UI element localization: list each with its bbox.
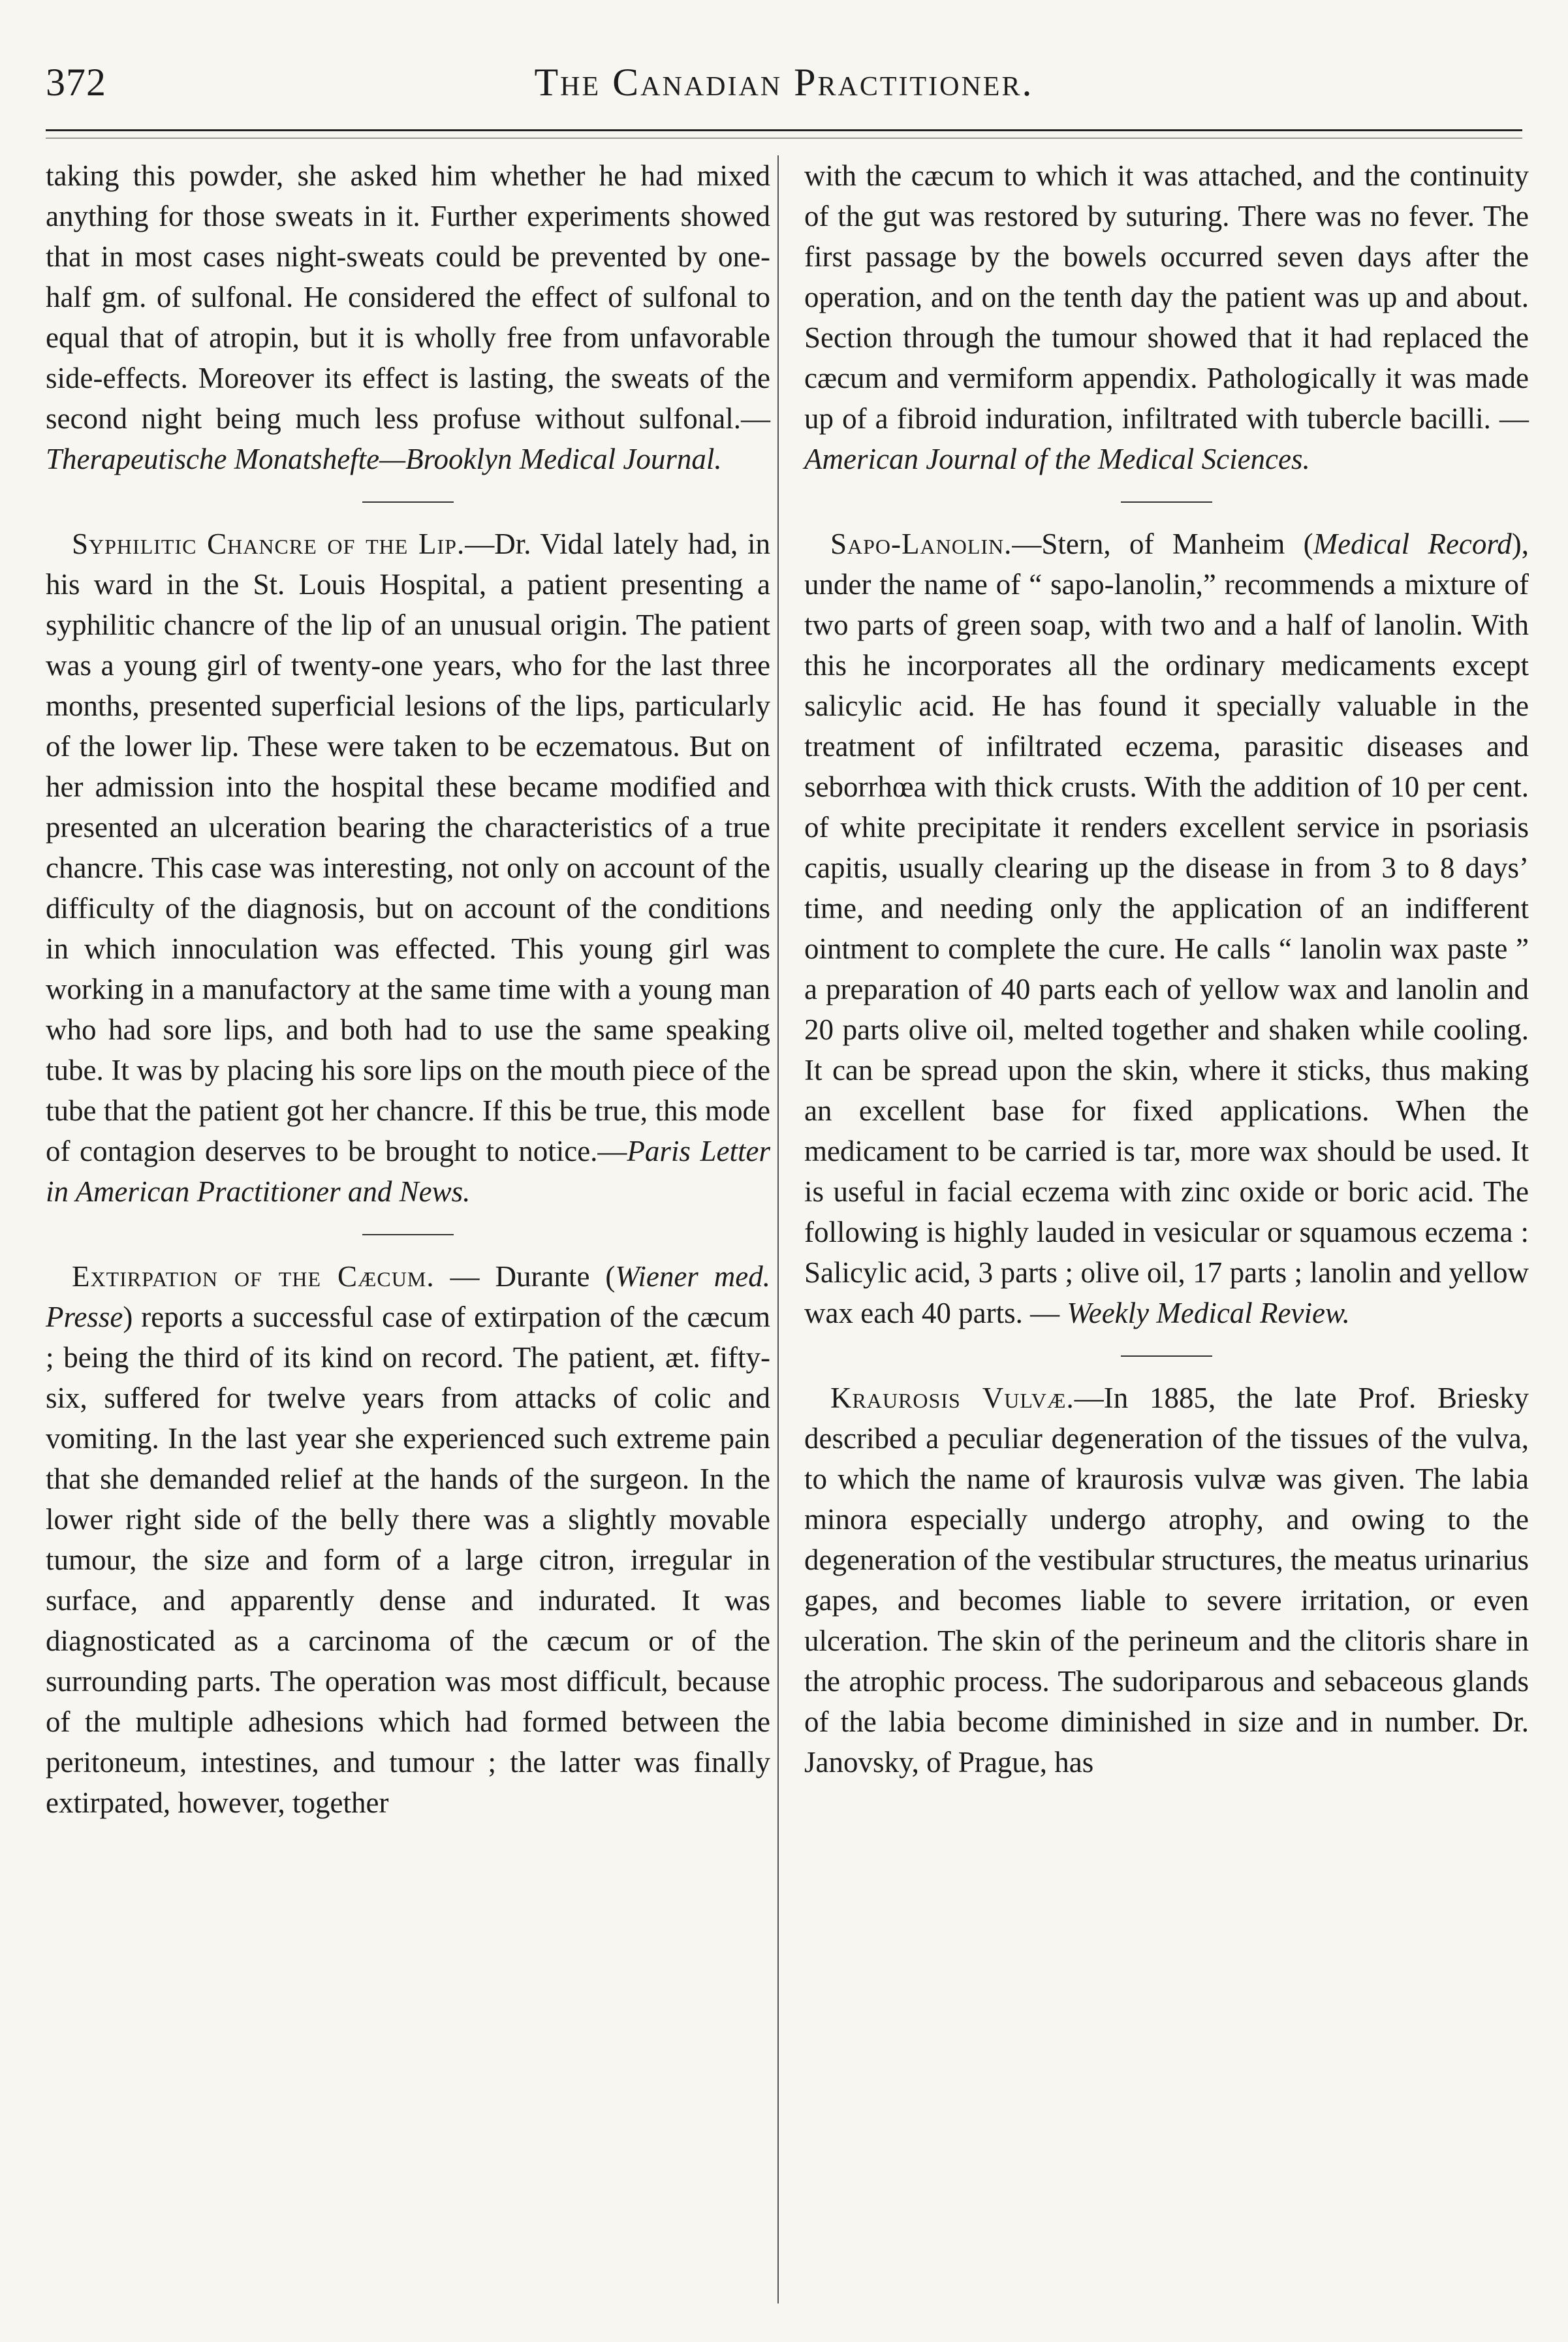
- header-double-rule: [46, 129, 1522, 138]
- article-continuation: [804, 155, 1529, 479]
- article-body: with the cæcum to which it was attached, and the continuity of the gut was restored by suturing. There was no fever. The first passage by the bowels occurred seven days after the operation, and on the tenth day the patient was up and about. Section through the tumour showed that it had replaced the cæcum and vermiform appendix. Pathologically it was made up of a fibroid induration, infiltrated with tubercle bacilli. —: [804, 159, 1529, 435]
- article-kraurosis-vulvae: [804, 1378, 1529, 1782]
- article-extirpation-caecum: [46, 1256, 770, 1823]
- article-body: —Dr. Vidal lately had, in his ward in the St. Louis Hospital, a patient presenting a syphilitic chancre of the lip of an unusual origin. The patient was a young girl of twenty-one years, who for the last three months, presented superficial lesions of the lips, particularly of the lower lip. These were taken to be eczematous. But on her admission into the hospital these became modified and presented an ulceration bearing the characteristics of a true chancre. This case was interesting, not only on account of the difficulty of the diagnosis, but on account of the conditions in which innoculation was effected. This young girl was working in a manufactory at the same time with a young man who had sore lips, and both had to use the same speaking tube. It was by placing his sore lips on the mouth piece of the tube that the patient got her chancre. If this be true, this mode of contagion deserves to be brought to notice.—: [46, 528, 770, 1167]
- article-source: Weekly Medical Review.: [1067, 1297, 1350, 1329]
- left-column: [46, 155, 770, 1823]
- running-title: The Canadian Practitioner.: [534, 61, 1034, 104]
- section-separator: [1121, 1355, 1212, 1357]
- article-heading: Syphilitic Chancre of the Lip.: [72, 528, 465, 560]
- inline-source: Wiener med. Presse: [46, 1260, 770, 1333]
- article-heading: Kraurosis Vulvæ.: [830, 1382, 1074, 1414]
- article-sapo-lanolin: [804, 524, 1529, 1333]
- article-body: —In 1885, the late Prof. Briesky described a peculiar degeneration of the tissues of the vulva, to which the name of kraurosis vulvæ was given. The labia minora especially undergo atrophy, and owing to the degeneration of the vestibular structures, the meatus urinarius gapes, and becomes liable to severe irritation, or even ulceration. The skin of the perineum and the clitoris share in the atrophic process. The sudoriparous and sebaceous glands of the labia become diminished in size and in number. Dr. Janovsky, of Prague, has: [804, 1382, 1529, 1779]
- article-body: — Durante (: [434, 1260, 616, 1293]
- right-column: [804, 155, 1529, 1782]
- inline-source: Medical Record: [1313, 528, 1512, 560]
- article-syphilitic-chancre: [46, 524, 770, 1212]
- section-separator: [1121, 501, 1212, 503]
- column-divider: [777, 155, 779, 2303]
- article-body: taking this powder, she asked him whether he had mixed anything for those sweats in it. Further experiments showed that in most cases night-sweats could be prevented by one-half gm. of sulfonal. He considered the effect of sulfonal to equal that of atropin, but it is wholly free from unfavorable side-effects. Moreover its effect is lasting, the sweats of the second night being much less profuse without sulfonal.—: [46, 159, 770, 435]
- article-source: American Journal of the Medical Sciences.: [804, 443, 1310, 475]
- page-number: 372: [46, 61, 106, 104]
- article-source: Therapeutische Monatshefte—Brooklyn Medical Journal.: [46, 443, 722, 475]
- article-source: Paris Letter in American Practitioner and News.: [46, 1135, 770, 1208]
- article-heading: Sapo-Lanolin.: [830, 528, 1012, 560]
- article-body: —Stern, of Manheim (: [1012, 528, 1313, 560]
- article-body: ), under the name of “ sapo-lanolin,” recommends a mixture of two parts of green soap, with two and a half of lanolin. With this he incorporates all the ordinary medicaments except salicylic acid. He has found it specially valuable in the treatment of infiltrated eczema, parasitic diseases and seborrhœa with thick crusts. With the addition of 10 per cent. of white precipitate it renders excellent service in psoriasis capitis, usually clearing up the disease in from 3 to 8 days’ time, and needing only the application of an indifferent ointment to complete the cure. He calls “ lanolin wax paste ” a preparation of 40 parts each of yellow wax and lanolin and 20 parts olive oil, melted together and shaken while cooling. It can be spread upon the skin, where it sticks, thus making an excellent base for fixed applications. When the medicament to be carried is tar, more wax should be used. It is useful in facial eczema with zinc oxide or boric acid. The following is highly lauded in vesicular or squamous eczema : Salicylic acid, 3 parts ; olive oil, 17 parts ; lanolin and yellow wax each 40 parts. —: [804, 528, 1529, 1329]
- section-separator: [362, 1234, 454, 1235]
- article-heading: Extirpation of the Cæcum.: [72, 1260, 435, 1293]
- article-continuation: [46, 155, 770, 479]
- section-separator: [362, 501, 454, 503]
- article-body: ) reports a successful case of extirpation of the cæcum ; being the third of its kind on record. The patient, æt. fifty-six, suffered for twelve years from attacks of colic and vomiting. In the last year she experienced such extreme pain that she demanded relief at the hands of the surgeon. In the lower right side of the belly there was a slightly movable tumour, the size and form of a large citron, irregular in surface, and apparently dense and indurated. It was diagnosticated as a carcinoma of the cæcum or of the surrounding parts. The operation was most difficult, because of the multiple adhesions which had formed between the peritoneum, intestines, and tumour ; the latter was finally extirpated, however, together: [46, 1301, 770, 1819]
